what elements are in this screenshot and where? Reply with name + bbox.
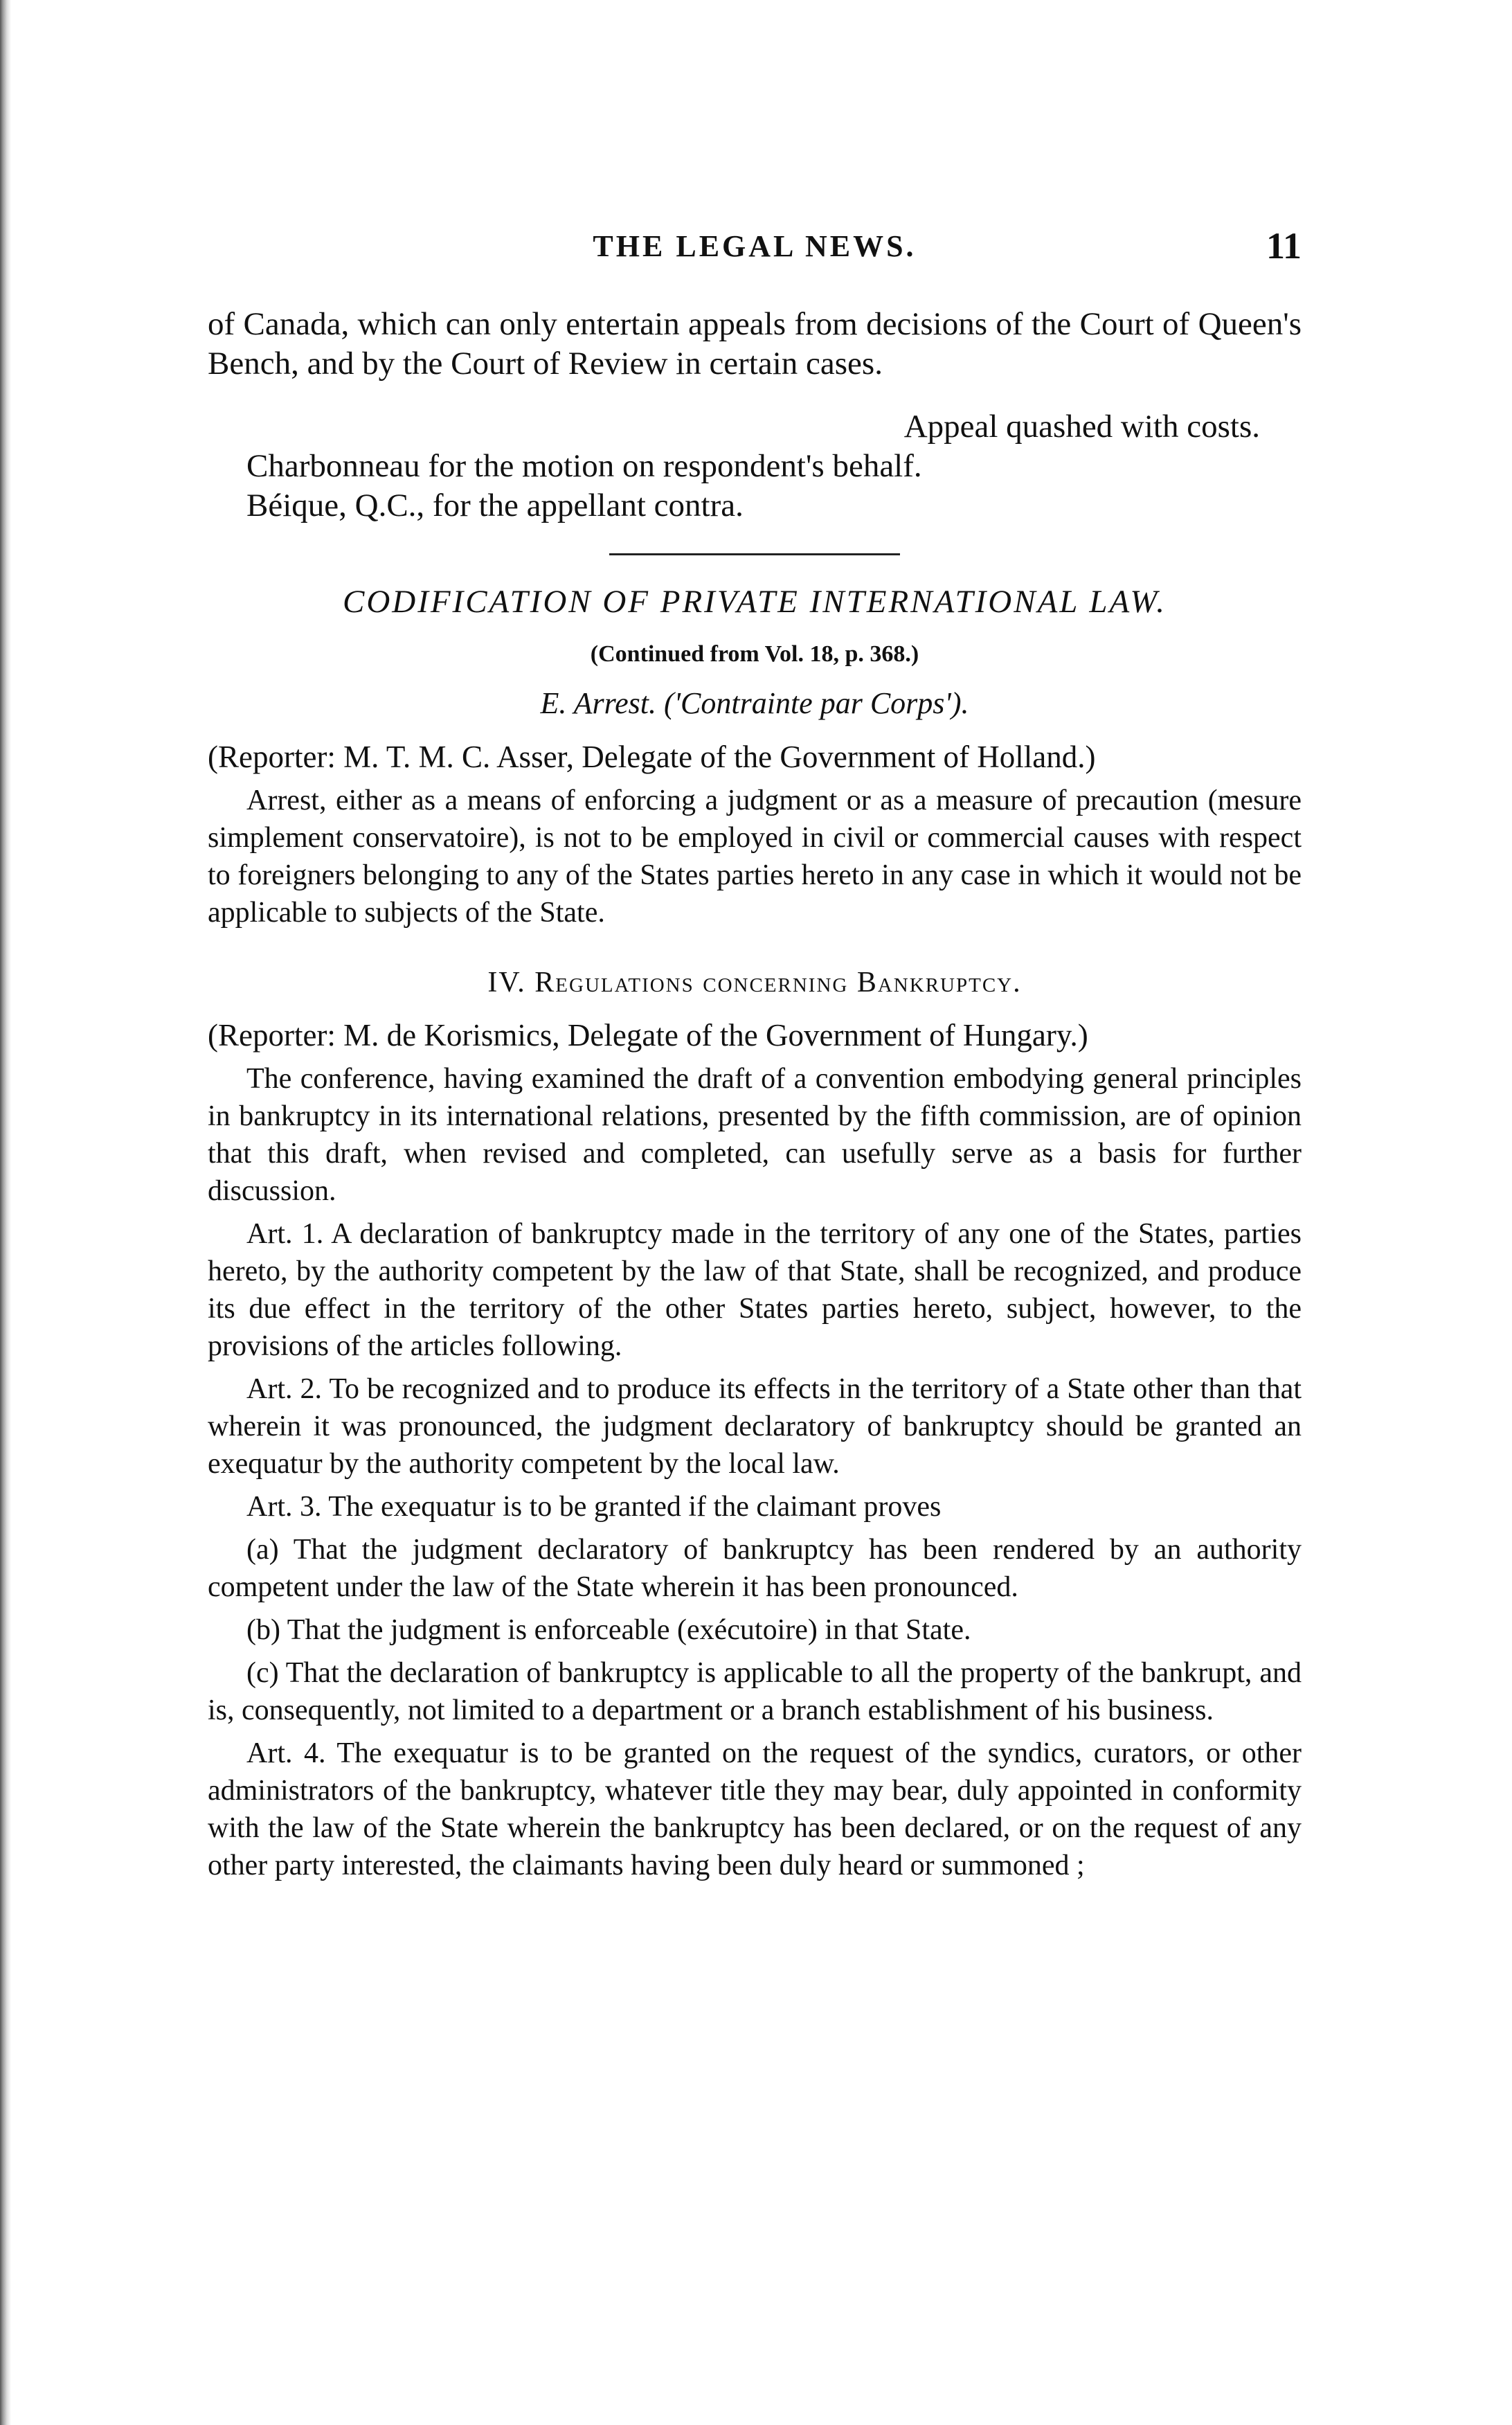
top-section xyxy=(208,305,1302,526)
article-3-clause-a: (a) That the judgment declaratory of bankruptcy has been rendered by an authority competent under the law of the State wherein it has been pronounced. xyxy=(208,1534,1302,1603)
article-1: Art. 1. A declaration of bankruptcy made in the territory of any one of the States, parties hereto, by the authority competent by the law of that State, shall be recognized, and produce its due effect in the territory of the other States parties hereto, subject, however, to the provisions of the articles following. xyxy=(208,1218,1302,1362)
reporter-hungary: (Reporter: M. de Korismics, Delegate of the Government of Hungary.) xyxy=(208,1018,1088,1053)
article-2: Art. 2. To be recognized and to produce its effects in the territory of a State other than that wherein it was pronounced, the judgment declaratory of bankruptcy should be granted an exequatur by the authority competent by the local law. xyxy=(208,1373,1302,1480)
continuation-paragraph: of Canada, which can only entertain appeals from decisions of the Court of Queen's Bench, and by the Court of Review in certain cases. xyxy=(208,306,1302,382)
article-3: Art. 3. The exequatur is to be granted if the claimant proves xyxy=(246,1491,942,1523)
article-4: Art. 4. The exequatur is to be granted on the request of the syndics, curators, or other administrators of the bankruptcy, whatever title they may bear, duly appointed in conformity with the law of the State wherein the bankruptcy has been declared, or on the request of any other party interested, the claimants having been duly heard or summoned ; xyxy=(208,1737,1302,1881)
continued-note: (Continued from Vol. 18, p. 368.) xyxy=(590,641,919,667)
page xyxy=(208,225,1302,1884)
codification-heading: CODIFICATION OF PRIVATE INTERNATIONAL LAW. xyxy=(342,584,1167,620)
codification-section xyxy=(208,583,1302,931)
counsel-line-1: Charbonneau for the motion on respondent's behalf. xyxy=(246,448,922,484)
arrest-paragraph: Arrest, either as a means of enforcing a judgment or as a measure of precaution (mesure simplement conservatoire), is not to be employed in civil or commercial causes with respect to foreigners belonging to any of the States parties hereto in any case in which it would not be applicable to subjects of the State. xyxy=(208,785,1302,929)
running-head xyxy=(208,225,1302,284)
section-divider xyxy=(609,553,900,555)
scan-edge xyxy=(0,0,11,2425)
counsel-line-2: Béique, Q.C., for the appellant contra. xyxy=(246,487,744,524)
journal-title: THE LEGAL NEWS. xyxy=(593,229,917,263)
page-number: 11 xyxy=(1266,225,1302,267)
arrest-subheading: E. Arrest. ('Contrainte par Corps'). xyxy=(540,686,969,720)
conference-paragraph: The conference, having examined the draft of a convention embodying general principles in bankruptcy in its international relations, presented by the fifth commission, are of opinion that this draft, when revised and completed, can usefully serve as a basis for further discussion. xyxy=(208,1063,1302,1207)
reporter-holland: (Reporter: M. T. M. C. Asser, Delegate of the Government of Holland.) xyxy=(208,740,1096,774)
bankruptcy-heading: IV. Regulations concerning Bankruptcy. xyxy=(487,967,1022,999)
article-3-clause-b: (b) That the judgment is enforceable (exécutoire) in that State. xyxy=(246,1614,971,1646)
ruling-line: Appeal quashed with costs. xyxy=(903,409,1260,445)
article-3-clause-c: (c) That the declaration of bankruptcy is applicable to all the property of the bankrupt, and is, consequently, not limited to a department or a branch establishment of his business. xyxy=(208,1657,1302,1726)
bankruptcy-section xyxy=(208,966,1302,1884)
